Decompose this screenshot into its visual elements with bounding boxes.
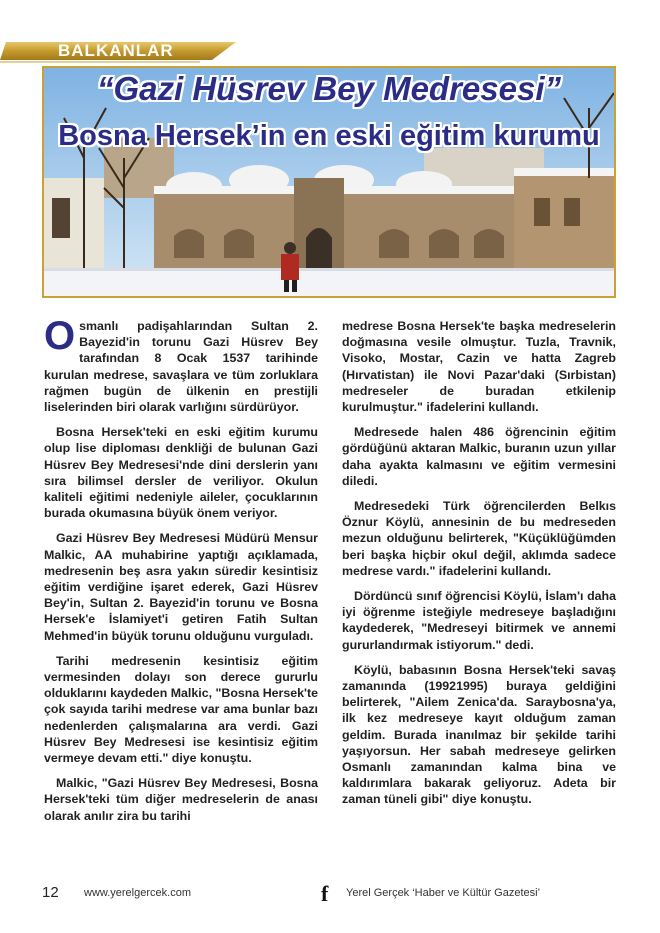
paragraph: Dördüncü sınıf öğrencisi Köylü, İslam'ı daha iyi öğrenme isteğiyle medreseye başladığını kaydederek, "Medreseyi bitirmek ve annemi gururlandırmak istiyorum." dedi. xyxy=(342,589,616,652)
headline: “Gazi Hüsrev Bey Medresesi” xyxy=(96,70,562,107)
paragraph: medrese Bosna Hersek'te başka medreselerin doğmasına vesile olmuştur. Tuzla, Travnik, Visoko, Mostar, Cazin ve hatta Zagreb (Hırvatistan) ile Novi Pazar'daki (Sırbistan) medreseler de buradan etkilenip kurulmuştur." ifadelerini kullandı. xyxy=(342,319,616,415)
page-footer xyxy=(0,881,660,908)
hero-photo xyxy=(42,66,616,298)
paragraph: Medresedeki Türk öğrencilerden Belkıs Öznur Köylü, annesinin de bu medreseden mezun olduğunu belirterek, "Küçüklüğümden beri başka hiçbir okul değil, aklımda sadece medrese vardı." ifadelerini kullandı. xyxy=(342,499,616,578)
paragraph: Medresede halen 486 öğrencinin eğitim gördüğünü aktaran Malkic, buranın uzun yıllar daha ayakta kalmasını ve eğitim vermesini diledi. xyxy=(342,425,616,488)
page-number: 12 xyxy=(42,884,59,901)
subheadline: Bosna Hersek’in en eski eğitim kurumu xyxy=(58,120,600,152)
drop-cap: O xyxy=(44,314,76,358)
paragraph: Bosna Hersek'teki en eski eğitim kurumu olup lise diploması denkliği de bulunan Gazi Hüsrev Bey Medresesi'nde dini derslerin yanı sıra bilimsel dersler de veriliyor. Okulun kaliteli eğitimi nedeniyle aileler, çocuklarının burada okumasına büyük önem veriyor. xyxy=(44,425,318,521)
paragraph: Malkic, "Gazi Hüsrev Bey Medresesi, Bosna Hersek'teki tüm diğer medreselerin de anası olarak anılır zira bu tarihi xyxy=(44,776,318,823)
paragraph-text: smanlı padişahlarından Sultan 2. Bayezid'in torunu Gazi Hüsrev Bey tarafından 8 Ocak 1537 tarihinde kurulan medrese, savaşlara ve tüm zorluklara rağmen bugün de ülkenin en prestijli liselerinden biri olarak varlığını sürdürüyor. xyxy=(44,319,318,415)
website-link[interactable]: www.yerelgercek.com xyxy=(84,887,191,899)
paragraph xyxy=(44,314,318,415)
article-column-right xyxy=(342,318,616,817)
paragraph: Gazi Hüsrev Bey Medresesi Müdürü Mensur Malkic, AA muhabirine yaptığı açıklamada, medresenin beş asra yakın süredir kesintisiz eğitim verdiğine işaret ederek, Gazi Hüsrev Bey'in, Sultan 2. Bayezid'in torunu ve Bosna Hersek'e İslamiyet'i getiren Fatih Sultan Mehmed'in büyük torunu olduğunu vurguladı. xyxy=(44,531,318,643)
publication-name: Yerel Gerçek ‘Haber ve Kültür Gazetesi’ xyxy=(346,887,541,899)
paragraph: Köylü, babasının Bosna Hersek'teki savaş zamanında (19921995) buraya geldiğini belirterek, "Ailem Zenica'da. Saraybosna'ya, ilk kez medreseye kayıt olduğum zaman geldim. Burada inanılmaz bir şekilde tarihi yaşıyorsun. Her sabah medreseye gelirken Osmanlı zamanından kalma bina ve kaldırımlara bakarak geliyoruz. Adeta bir zaman tüneli gibi" diye konuştu. xyxy=(342,662,616,807)
paragraph: Tarihi medresenin kesintisiz eğitim vermesinden dolayı son derece gururlu olduklarını kaydeden Malkic, "Bosna Hersek'te çok sayıda tarihi medrese var ama bunlar bazı nedenlerden çalışmalarına ara verdi. Gazi Hüsrev Bey Medresesi ise kesintisiz eğitim vermeye devam etti." diye konuştu. xyxy=(44,653,318,766)
facebook-icon[interactable]: f xyxy=(321,881,329,906)
section-tag xyxy=(0,38,238,64)
article-column-left xyxy=(44,314,318,833)
section-label: BALKANLAR xyxy=(58,41,174,60)
